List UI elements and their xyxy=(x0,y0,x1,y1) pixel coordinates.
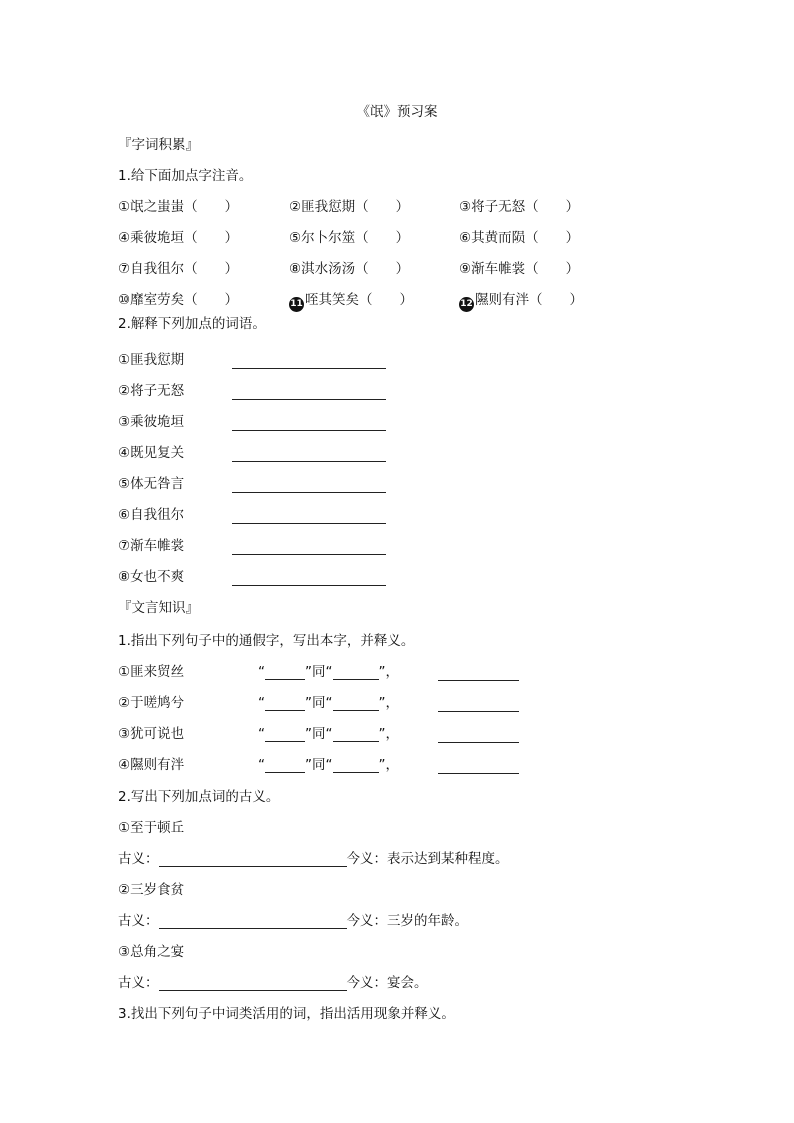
question-tongjia-prompt: 1.指出下列句子中的通假字，写出本字，并释义。 xyxy=(118,633,415,649)
ancient-meaning-phrase: ②三岁食贫 xyxy=(118,882,185,898)
answer-blank[interactable] xyxy=(333,696,379,711)
pinyin-item: ⑦自我徂尔（ ） xyxy=(118,261,239,277)
pinyin-item: ⑥其黄而陨（ ） xyxy=(459,230,580,246)
answer-blank[interactable] xyxy=(159,914,347,929)
answer-blank[interactable] xyxy=(333,665,379,680)
page-title: 《氓》预习案 xyxy=(356,104,438,120)
answer-blank[interactable] xyxy=(265,727,305,742)
explain-item: ⑥自我徂尔 xyxy=(118,507,185,523)
question-ancient-meaning-prompt: 2.写出下列加点词的古义。 xyxy=(118,789,280,805)
answer-blank[interactable] xyxy=(232,385,386,400)
tongjia-answer-row: “ ”同“ ”， xyxy=(258,664,399,680)
answer-blank[interactable] xyxy=(159,852,347,867)
section-heading-vocabulary: 『字词积累』 xyxy=(118,137,199,153)
section-heading-classical: 『文言知识』 xyxy=(118,600,199,616)
ancient-meaning-phrase: ③总角之宴 xyxy=(118,944,185,960)
pinyin-item: ④乘彼垝垣（ ） xyxy=(118,230,239,246)
answer-blank[interactable] xyxy=(232,509,386,524)
pinyin-item: ⑨渐车帷裳（ ） xyxy=(459,261,580,277)
pinyin-item: ⑩靡室劳矣（ ） xyxy=(118,292,239,308)
pinyin-item: 12 隰则有泮（ ） xyxy=(459,292,583,312)
explain-item: ②将子无怒 xyxy=(118,383,185,399)
answer-blank[interactable] xyxy=(438,697,519,712)
pinyin-item: ③将子无怒（ ） xyxy=(459,199,580,215)
ancient-meaning-row: 古义： 今义：表示达到某种程度。 xyxy=(118,851,509,867)
ancient-meaning-row: 古义： 今义：宴会。 xyxy=(118,975,428,991)
answer-blank[interactable] xyxy=(232,354,386,369)
question-word-class-prompt: 3.找出下列句子中词类活用的词，指出活用现象并释义。 xyxy=(118,1006,455,1022)
answer-blank[interactable] xyxy=(232,571,386,586)
answer-blank[interactable] xyxy=(333,758,379,773)
tongjia-item: ④隰则有泮 xyxy=(118,757,185,773)
question-explain-prompt: 2.解释下列加点的词语。 xyxy=(118,316,266,332)
explain-item: ⑤体无咎言 xyxy=(118,476,185,492)
answer-blank[interactable] xyxy=(438,759,519,774)
tongjia-item: ②于嗟鸠兮 xyxy=(118,695,185,711)
pinyin-item: ①氓之蚩蚩（ ） xyxy=(118,199,239,215)
question-pinyin-prompt: 1.给下面加点字注音。 xyxy=(118,168,253,184)
answer-blank[interactable] xyxy=(265,758,305,773)
answer-blank[interactable] xyxy=(438,728,519,743)
explain-item: ⑧女也不爽 xyxy=(118,569,185,585)
tongjia-item: ③犹可说也 xyxy=(118,726,185,742)
explain-item: ①匪我愆期 xyxy=(118,352,185,368)
explain-item: ④既见复关 xyxy=(118,445,185,461)
pinyin-item: ②匪我愆期（ ） xyxy=(289,199,410,215)
circled-number-12: 12 xyxy=(459,297,474,312)
answer-blank[interactable] xyxy=(159,976,347,991)
circled-number-11: 11 xyxy=(289,297,304,312)
explain-item: ⑦渐车帷裳 xyxy=(118,538,185,554)
answer-blank[interactable] xyxy=(265,665,305,680)
answer-blank[interactable] xyxy=(232,540,386,555)
answer-blank[interactable] xyxy=(265,696,305,711)
answer-blank[interactable] xyxy=(232,447,386,462)
tongjia-item: ①匪来贸丝 xyxy=(118,664,185,680)
pinyin-item: 11 咥其笑矣（ ） xyxy=(289,292,413,312)
pinyin-item: ⑧淇水汤汤（ ） xyxy=(289,261,410,277)
pinyin-item: ⑤尔卜尔筮（ ） xyxy=(289,230,410,246)
ancient-meaning-row: 古义： 今义：三岁的年龄。 xyxy=(118,913,468,929)
tongjia-answer-row: “ ”同“ ”， xyxy=(258,695,399,711)
answer-blank[interactable] xyxy=(333,727,379,742)
tongjia-answer-row: “ ”同“ ”， xyxy=(258,757,399,773)
ancient-meaning-phrase: ①至于顿丘 xyxy=(118,820,185,836)
answer-blank[interactable] xyxy=(232,416,386,431)
answer-blank[interactable] xyxy=(438,666,519,681)
tongjia-answer-row: “ ”同“ ”， xyxy=(258,726,399,742)
explain-item: ③乘彼垝垣 xyxy=(118,414,185,430)
answer-blank[interactable] xyxy=(232,478,386,493)
